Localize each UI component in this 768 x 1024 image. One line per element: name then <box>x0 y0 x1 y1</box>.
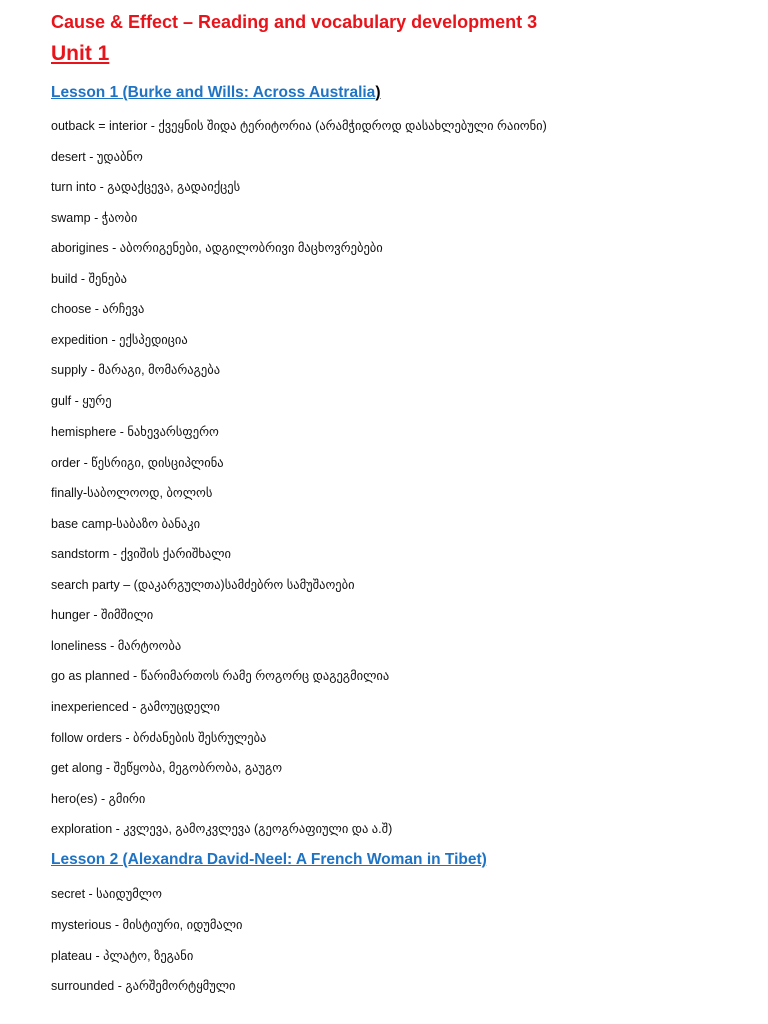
vocab-entry: base camp-საბაზო ბანაკი <box>51 516 201 531</box>
vocab-entry: hero(es) - გმირი <box>51 791 146 806</box>
vocab-entry: go as planned - წარიმართოს რამე როგორც დაგეგმილია <box>51 669 390 683</box>
vocab-entry: desert - უდაბნო <box>51 149 143 164</box>
vocab-entry: swamp - ჭაობი <box>51 210 138 225</box>
lesson-2-heading[interactable] <box>51 851 487 869</box>
vocab-entry: expedition - ექსპედიცია <box>51 332 188 347</box>
vocab-entry: aborigines - აბორიგენები, ადგილობრივი მაცხოვრებები <box>51 241 383 255</box>
vocab-entry: surrounded - გარშემორტყმული <box>51 979 236 993</box>
vocab-entry: supply - მარაგი, მომარაგება <box>51 363 221 377</box>
document-title: Cause & Effect – Reading and vocabulary development 3 <box>51 12 538 32</box>
vocab-entry: build - შენება <box>51 271 128 286</box>
lesson-2-heading-link[interactable]: Lesson 2 (Alexandra David-Neel: A French Woman in Tibet) <box>51 851 487 868</box>
lesson-1-heading[interactable] <box>51 84 380 102</box>
vocab-entry: follow orders - ბრძანების შესრულება <box>51 730 267 745</box>
vocab-entry: finally-საბოლოოდ, ბოლოს <box>51 486 213 500</box>
vocab-entry: choose - არჩევა <box>51 302 145 316</box>
vocab-entry: turn into - გადაქცევა, გადაიქცეს <box>51 180 241 194</box>
vocab-entry: hunger - შიმშილი <box>51 608 154 622</box>
vocab-entry: sandstorm - ქვიშის ქარიშხალი <box>51 547 231 561</box>
vocab-entry: hemisphere - ნახევარსფერო <box>51 425 219 439</box>
vocab-entry: plateau - პლატო, ზეგანი <box>51 948 194 963</box>
lesson-1-heading-link[interactable]: Lesson 1 (Burke and Wills: Across Australia <box>51 84 376 101</box>
vocab-entry: order - წესრიგი, დისციპლინა <box>51 455 224 470</box>
vocab-entry: secret - საიდუმლო <box>51 887 162 901</box>
vocab-entry: search party – (დაკარგულთა)სამძებრო სამუშაოები <box>51 577 355 592</box>
vocab-entry: gulf - ყურე <box>51 394 112 408</box>
lesson-1-heading-tail: ) <box>375 84 381 101</box>
vocab-entry: loneliness - მარტოობა <box>51 638 182 653</box>
unit-title: Unit 1 <box>51 42 110 65</box>
vocab-entry: inexperienced - გამოუცდელი <box>51 700 220 714</box>
vocab-entry: outback = interior - ქვეყნის შიდა ტერიტორია (არამჭიდროდ დასახლებული რაიონი) <box>51 119 547 133</box>
vocab-entry: get along - შეწყობა, მეგობრობა, გაუგო <box>51 761 283 775</box>
vocab-entry: mysterious - მისტიური, იდუმალი <box>51 918 243 932</box>
vocab-entry: exploration - კვლევა, გამოკვლევა (გეოგრაფიული და ა.შ) <box>51 822 393 836</box>
